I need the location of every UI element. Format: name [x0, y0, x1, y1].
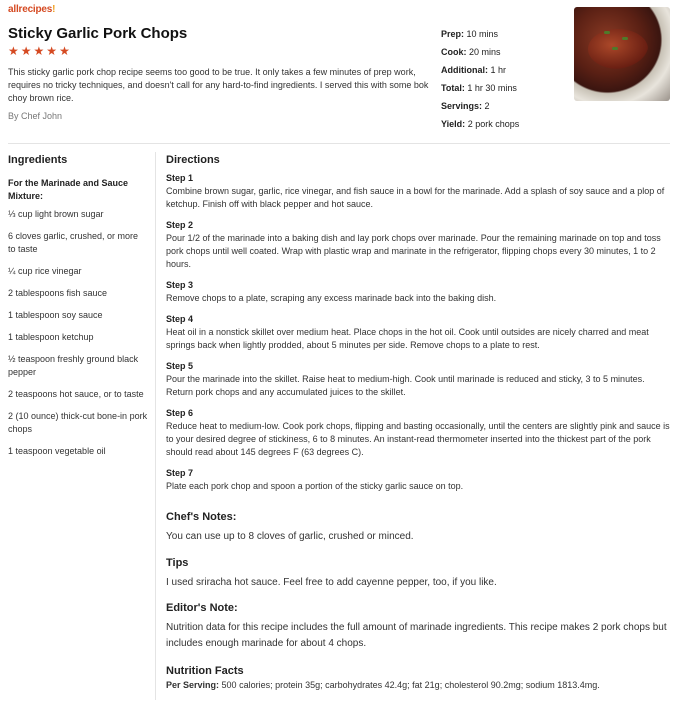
rating-stars[interactable]: [8, 44, 70, 58]
photo-herb: [604, 31, 610, 34]
editors-note-text: Nutrition data for this recipe includes the full amount of marinade ingredients. This recipe makes 2 pork chops but includes enough marinade for about 4 chops.: [166, 622, 667, 649]
photo-sauce: [588, 29, 648, 69]
step-text: Pour the marinade into the skillet. Raise heat to medium-high. Cook until marinade is reduced and sticky, 3 to 5 minutes. Return pork chops and any accumulated juices to the skillet.: [166, 374, 645, 397]
meta-label: Prep:: [441, 29, 465, 39]
editors-note-section: [166, 602, 671, 652]
meta-servings: [441, 97, 566, 115]
header-divider: [8, 143, 670, 144]
nutrition-text: 500 calories; protein 35g; carbohydrates 42.4g; fat 21g; cholesterol 90.2mg; sodium 1813.4mg.: [221, 680, 600, 690]
meta-label: Total:: [441, 83, 465, 93]
meta-label: Cook:: [441, 47, 467, 57]
step-label: Step 6: [166, 408, 194, 418]
meta-value: 2: [484, 101, 490, 111]
recipe-description: This sticky garlic pork chop recipe seems too good to be true. It only takes a few minutes of prep work, requires no tricky techniques, and doesn't call for any hard-to-find ingredients. I served this with some bok choy brown rice.: [8, 67, 429, 103]
tips-section: [166, 557, 671, 591]
logo-mark-icon: !: [52, 4, 56, 15]
recipe-title: Sticky Garlic Pork Chops: [8, 25, 188, 42]
meta-additional: [441, 61, 566, 79]
step-text: Remove chops to a plate, scraping any excess marinade back into the baking dish.: [166, 293, 497, 303]
recipe-photo[interactable]: [574, 7, 670, 101]
direction-step: [166, 219, 671, 271]
ingredient-item: 1 teaspoon vegetable oil: [8, 446, 106, 456]
nutrition-heading: Nutrition Facts: [166, 665, 244, 677]
step-text: Pour 1/2 of the marinade into a baking dish and lay pork chops over marinade. Pour the remaining marinade on top and toss pork chops until well coated. Wrap with plastic wrap and marinate in the refrigerator, flipping chops every 30 minutes, 1 to 2 hours.: [166, 233, 661, 269]
chefs-notes-heading: Chef's Notes:: [166, 511, 237, 523]
photo-herb: [612, 47, 618, 50]
chefs-notes-text: You can use up to 8 cloves of garlic, crushed or minced.: [166, 531, 414, 542]
meta-value: 1 hr: [490, 65, 507, 75]
meta-value: 1 hr 30 mins: [467, 83, 517, 93]
ingredient-item: ¼ cup rice vinegar: [8, 266, 82, 276]
ingredient-item: 2 tablespoons fish sauce: [8, 288, 108, 298]
directions-steps: [166, 172, 671, 501]
logo-text: allrecipes: [8, 4, 53, 15]
ingredients-subheading: For the Marinade and Sauce Mixture:: [8, 178, 129, 201]
star-icon: ★: [46, 44, 58, 58]
step-text: Plate each pork chop and spoon a portion of the sticky garlic sauce on top.: [166, 481, 464, 491]
direction-step: [166, 407, 671, 459]
ingredient-item: 1 tablespoon soy sauce: [8, 310, 103, 320]
tips-text: I used sriracha hot sauce. Feel free to add cayenne pepper, too, if you like.: [166, 577, 497, 588]
ingredient-item: ⅓ cup light brown sugar: [8, 209, 104, 219]
meta-label: Servings:: [441, 101, 483, 111]
direction-step: [166, 360, 671, 399]
meta-value: 10 mins: [466, 29, 499, 39]
step-label: Step 4: [166, 314, 194, 324]
star-icon: ★: [33, 44, 45, 58]
meta-value: 2 pork chops: [467, 119, 520, 129]
editors-note-heading: Editor's Note:: [166, 602, 238, 614]
chefs-notes-section: [166, 511, 671, 545]
nutrition-label: Per Serving:: [166, 680, 220, 690]
direction-step: [166, 172, 671, 211]
tips-heading: Tips: [166, 557, 189, 569]
step-label: Step 2: [166, 220, 194, 230]
step-label: Step 5: [166, 361, 194, 371]
ingredient-item: 1 tablespoon ketchup: [8, 332, 94, 342]
meta-value: 20 mins: [469, 47, 501, 57]
meta-yield: [441, 115, 566, 133]
ingredient-item: 2 teaspoons hot sauce, or to taste: [8, 389, 144, 399]
nutrition-section: [166, 665, 671, 690]
step-label: Step 7: [166, 468, 194, 478]
step-text: Combine brown sugar, garlic, rice vinegar, and fish sauce in a bowl for the marinade. Add a splash of soy sauce and a plop of ketchup. Finish off with black pepper and hot sauce.: [166, 186, 665, 209]
recipe-meta: [441, 25, 566, 133]
step-label: Step 3: [166, 280, 194, 290]
photo-herb: [622, 37, 628, 40]
ingredient-item: 6 cloves garlic, crushed, or more to taste: [8, 231, 139, 254]
step-text: Reduce heat to medium-low. Cook pork chops, flipping and basting occasionally, until the centers are slightly pink and sauce is to your desired degree of stickiness, 6 to 8 minutes. An instant-read thermometer inserted into the thickest part of the pork should read about 145 degrees F (63 degrees C).: [166, 421, 670, 457]
ingredient-item: 2 (10 ounce) thick-cut bone-in pork chops: [8, 411, 148, 434]
ingredients-heading: Ingredients: [8, 154, 68, 166]
meta-total: [441, 79, 566, 97]
meta-cook: [441, 43, 566, 61]
recipe-author[interactable]: By Chef John: [8, 111, 63, 121]
star-icon: ★: [20, 44, 32, 58]
direction-step: [166, 279, 671, 305]
step-text: Heat oil in a nonstick skillet over medium heat. Place chops in the hot oil. Cook until outsides are nicely charred and meat springs back when lightly prodded, about 5 minutes per side. Remove chops to a plate to rest.: [166, 327, 649, 350]
meta-prep: [441, 25, 566, 43]
direction-step: [166, 467, 671, 493]
ingredients-list: [8, 208, 148, 467]
ingredient-item: ½ teaspoon freshly ground black pepper: [8, 354, 139, 377]
nutrition-line: [166, 680, 671, 690]
star-icon: ★: [8, 44, 19, 58]
direction-step: [166, 313, 671, 352]
star-icon: ★: [59, 44, 70, 58]
column-divider: [155, 152, 156, 700]
meta-label: Additional:: [441, 65, 488, 75]
meta-label: Yield:: [441, 119, 466, 129]
allrecipes-logo[interactable]: [8, 4, 55, 15]
directions-heading: Directions: [166, 154, 220, 166]
step-label: Step 1: [166, 173, 194, 183]
